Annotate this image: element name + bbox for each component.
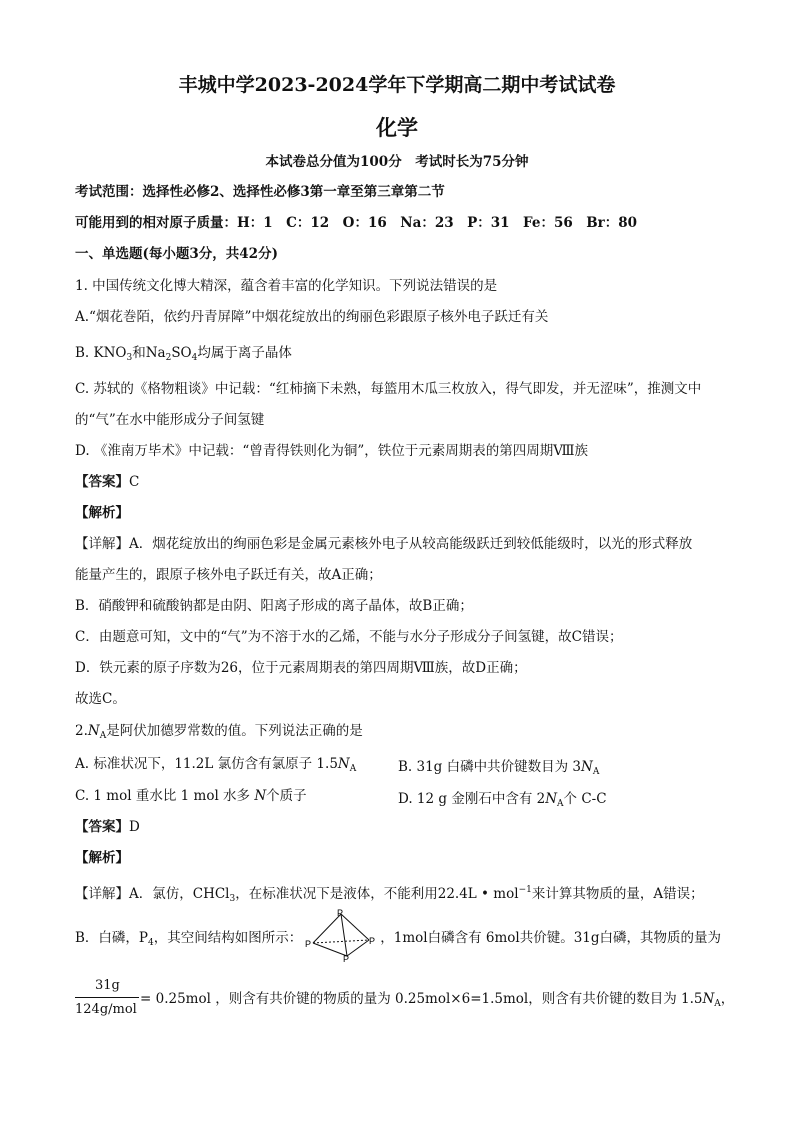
q2-option-b: B. 31g 白磷中共价键数目为 $3N_A$ [398, 759, 600, 777]
q1-analysis-label: 【解析】 [75, 505, 129, 521]
q2-stem: $2.N_A$是阿伏加德罗常数的值。下列说法正确的是 [75, 723, 363, 741]
q1-option-d: D. 《淮南万毕术》中记载：“曾青得铁则化为铜”，铁位于元素周期表的第四周期Ⅷ族 [75, 443, 588, 459]
exam-title: 丰城中学2023-2024学年下学期高二期中考试试卷 [178, 74, 616, 96]
q1-option-c-line1: C. 苏轼的《格物粗谈》中记载：“红柿摘下未熟，每篮用木瓜三枚放入，得气即发，并无涩味”，推测文中 [75, 381, 702, 397]
q2-detail-3: = 0.25mol ，则含有共价键的物质的量为 0.25mol×6=1.5mol，则含有共价键的数目为 $1.5N_A$， [140, 991, 735, 1009]
q1-detail-2: 能量产生的，跟原子核外电子跃迁有关，故A正确； [75, 567, 382, 583]
exam-scope: 考试范围：选择性必修2、选择性必修3第一章至第三章第二节 [75, 184, 445, 200]
q2-option-d: D. 12 g 金刚石中含有 $2N_A$个 C-C [398, 791, 607, 809]
q2-option-c: C. 1 mol 重水比 1 mol 水多 N个质子 [75, 788, 307, 804]
fraction-numerator: 31g [95, 978, 120, 993]
q1-detail-1: 【详解】A．烟花绽放出的绚丽色彩是金属元素核外电子从较高能级跃迁到较低能级时，以光的形式释放 [75, 536, 693, 552]
q1-option-a: A.“烟花巻陌，依约丹青屏障”中烟花绽放出的绚丽色彩跟原子核外电子跃迁有关 [75, 309, 549, 325]
q1-stem: 1. 中国传统文化博大精深，蕴含着丰富的化学知识。下列说法错误的是 [75, 278, 498, 294]
q1-option-b: B. $KNO_3$和$Na_2SO_4$均属于离子晶体 [75, 345, 292, 363]
q1-detail-4: C．由题意可知，文中的“气”为不溶于水的乙烯，不能与水分子形成分子间氢键，故C错误； [75, 629, 623, 645]
fraction-denominator: 124g/mol [75, 1002, 137, 1017]
molar-fraction [75, 978, 145, 1018]
p4-atom-right: P [369, 936, 376, 946]
subject-title: 化学 [376, 115, 418, 140]
p4-atom-left: P [305, 939, 312, 949]
q1-detail-5: D．铁元素的原子序数为26，位于元素周期表的第四周期Ⅷ族，故D正确； [75, 660, 527, 676]
exam-info: 本试卷总分值为100分 考试时长为75分钟 [265, 154, 529, 170]
q1-detail-3: B．硝酸钾和硫酸钠都是由阴、阳离子形成的离子晶体，故B正确； [75, 598, 473, 614]
q2-option-a: A. 标准状况下，11.2L 氯仿含有氯原子 $1.5N_A$ [75, 756, 357, 774]
section-heading: 一、单选题(每小题3分，共42分) [75, 246, 278, 262]
q2-answer: 【答案】D [75, 819, 140, 835]
atomic-mass-line: 可能用到的相对原子质量：H：1 C：12 O：16 Na：23 P：31 Fe：56 Br：80 [75, 215, 638, 231]
q1-option-c-line2: 的“气”在水中能形成分子间氢键 [75, 412, 265, 428]
q2-detail-1: 【详解】A．氯仿，CHCl$_3$，在标准状况下是液体，不能利用22.4L • mol$^{-1}$来计算其物质的量，A错误； [75, 885, 704, 904]
q1-detail-6: 故选C。 [75, 691, 126, 707]
q1-answer: 【答案】C [75, 474, 140, 490]
p4-atom-bottom: P [343, 954, 350, 962]
p4-atom-top: P [337, 908, 344, 918]
fraction-bar [75, 997, 139, 998]
q2-analysis-label: 【解析】 [75, 850, 129, 866]
p4-structure-diagram [303, 906, 383, 962]
q2-detail-2: B．白磷，$P_4$，其空间结构如图所示： ，1mol白磷含有 6mol共价键。31g白磷，其物质的量为 [75, 930, 722, 948]
